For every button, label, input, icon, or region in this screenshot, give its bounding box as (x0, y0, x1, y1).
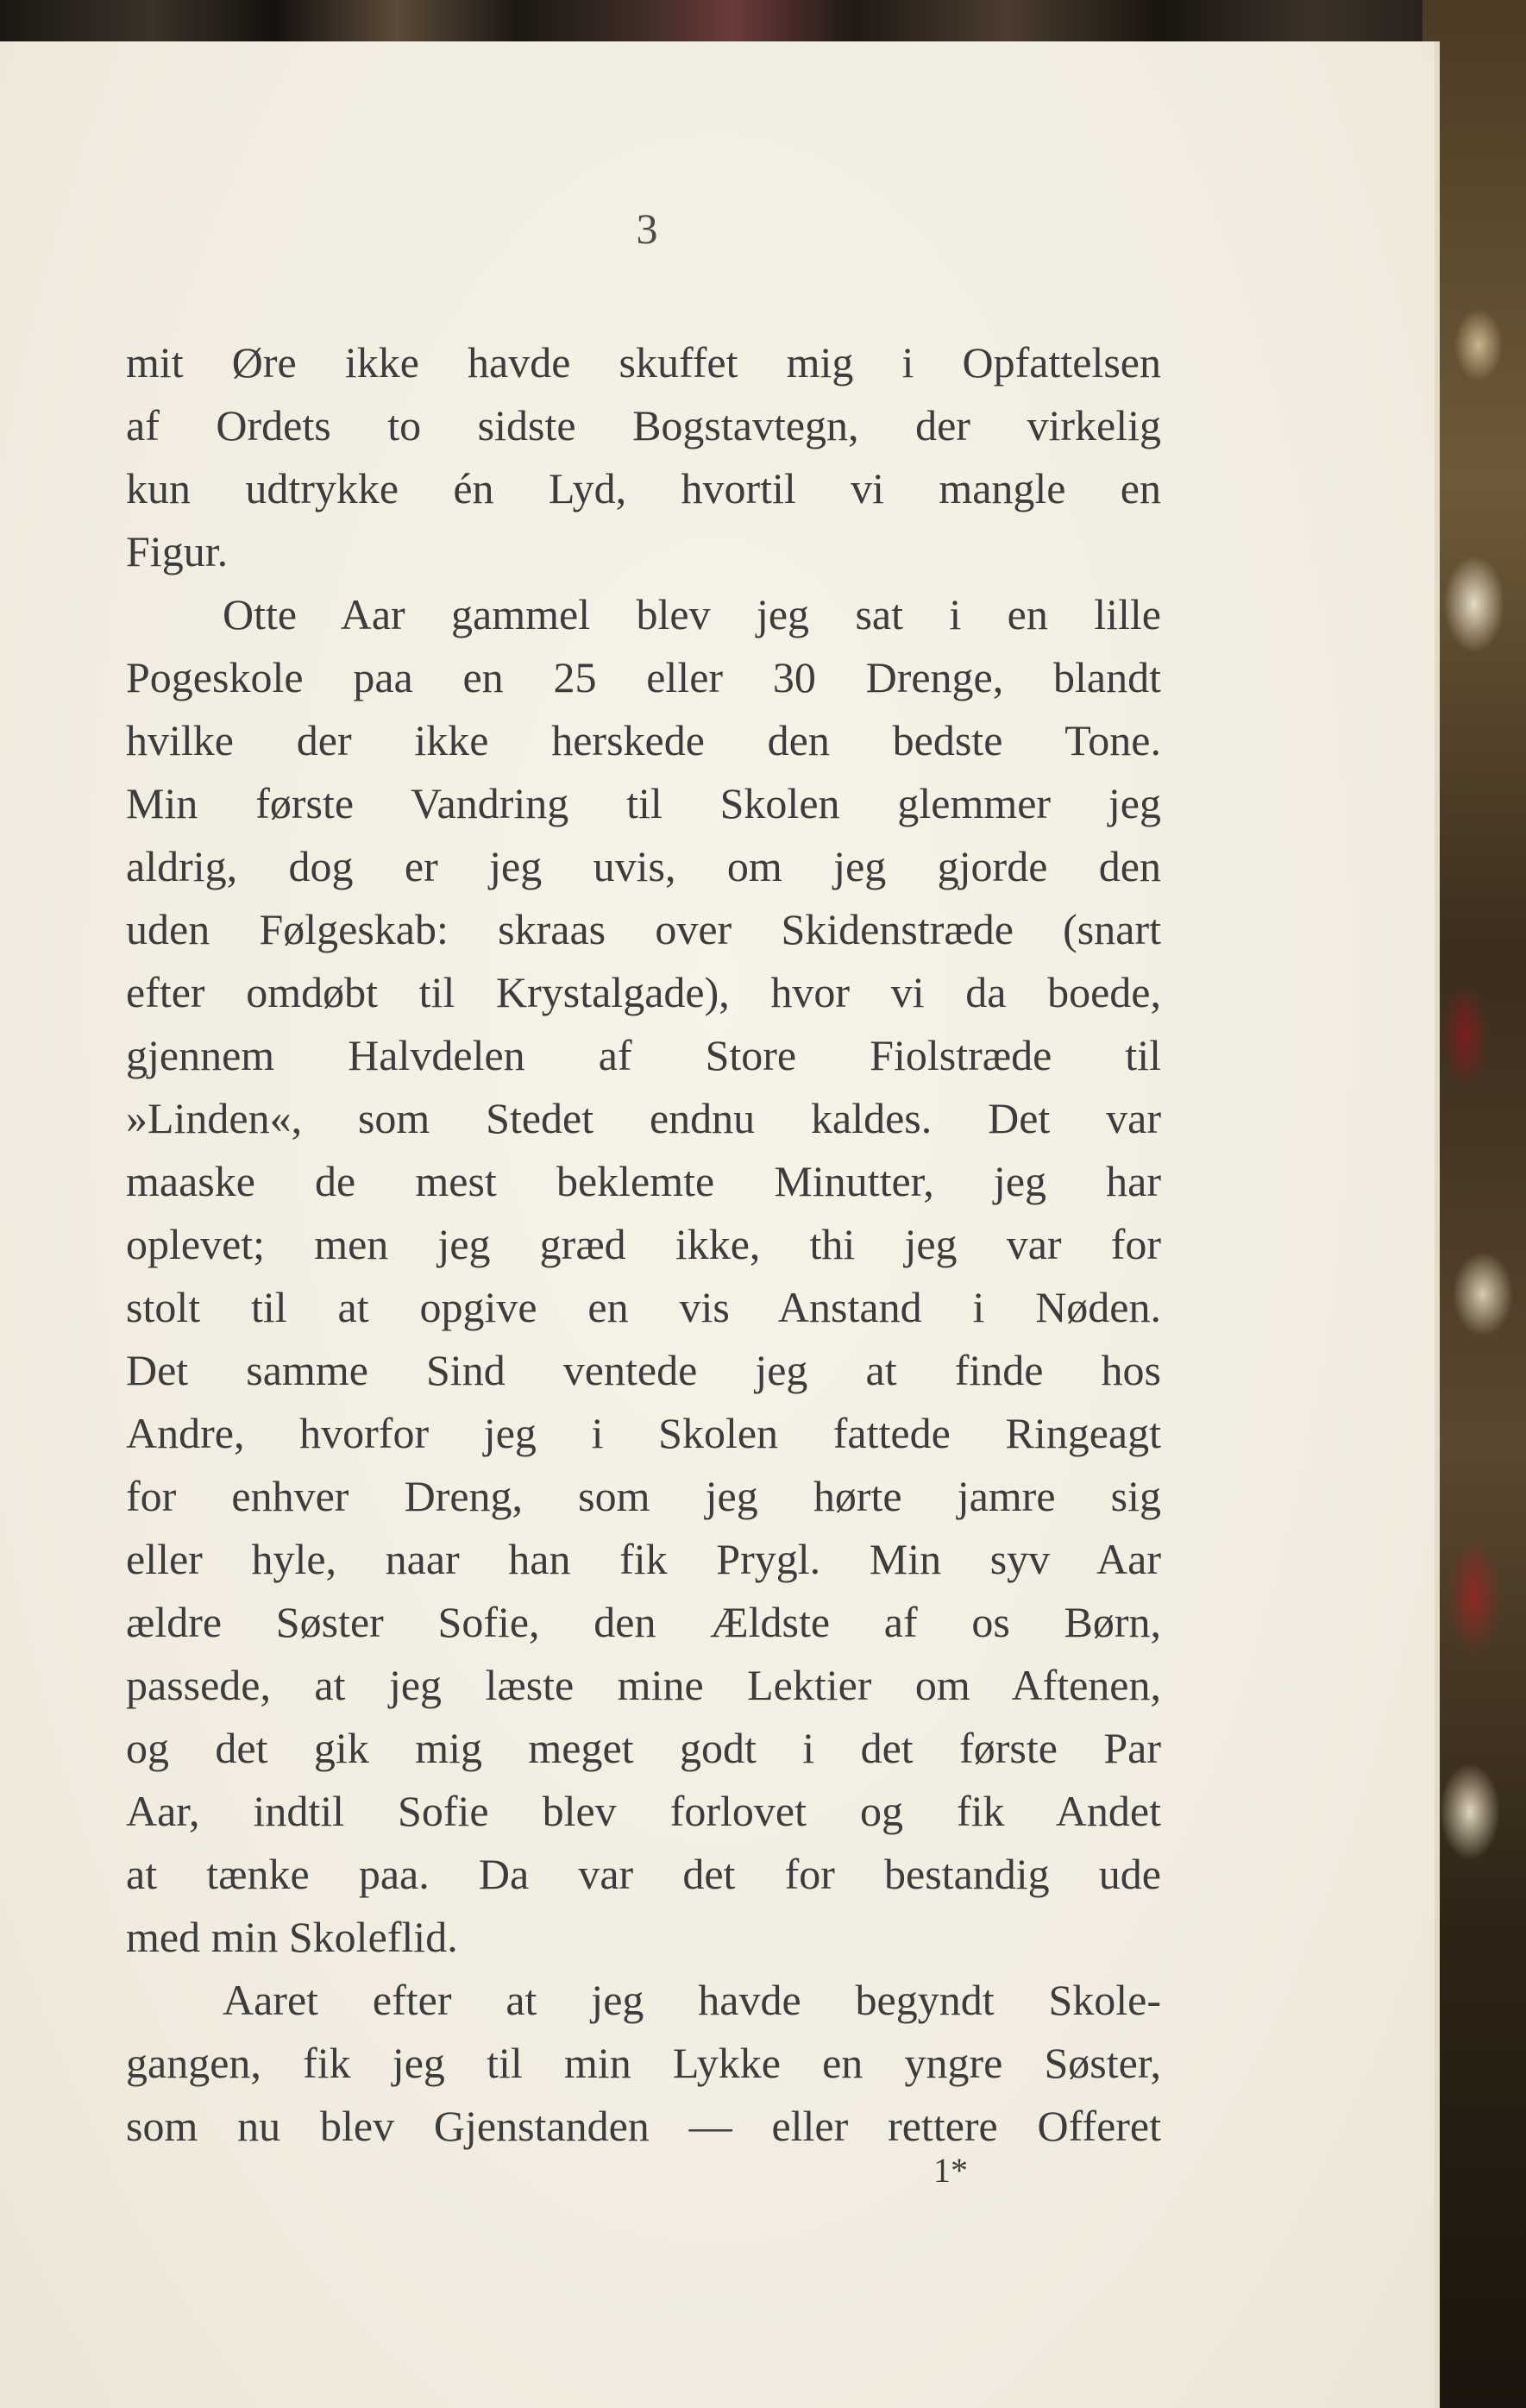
text-line: uden Følgeskab: skraas over Skidenstræde (snart (126, 905, 1161, 953)
body-text (126, 331, 1161, 2158)
text-line: Det samme Sind ventede jeg at finde hos (126, 1346, 1161, 1394)
text-line: Aaret efter at jeg havde begyndt Skole- (223, 1976, 1161, 2024)
text-line: for enhver Dreng, som jeg hørte jamre sig (126, 1472, 1161, 1520)
text-line: gangen, fik jeg til min Lykke en yngre Søster, (126, 2039, 1161, 2087)
text-line: hvilke der ikke herskede den bedste Tone. (126, 716, 1161, 764)
text-line: og det gik mig meget godt i det første Par (126, 1724, 1161, 1772)
text-line: gjennem Halvdelen af Store Fiolstræde til (126, 1031, 1161, 1079)
marbled-endpaper-top (0, 0, 1526, 41)
text-line: »Linden«, som Stedet endnu kaldes. Det var (126, 1094, 1161, 1142)
text-line: stolt til at opgive en vis Anstand i Nøden. (126, 1283, 1161, 1331)
text-line: at tænke paa. Da var det for bestandig ude (126, 1850, 1161, 1898)
text-line: Pogeskole paa en 25 eller 30 Drenge, blandt (126, 653, 1161, 701)
text-line: mit Øre ikke havde skuffet mig i Opfattelsen (126, 338, 1161, 387)
text-line: efter omdøbt til Krystalgade), hvor vi da boede, (126, 968, 1161, 1016)
text-line: kun udtrykke én Lyd, hvortil vi mangle en (126, 464, 1161, 512)
text-line: Andre, hvorfor jeg i Skolen fattede Ringeagt (126, 1409, 1161, 1457)
text-line: Otte Aar gammel blev jeg sat i en lille (223, 590, 1161, 638)
book-page (0, 41, 1440, 2408)
text-line: aldrig, dog er jeg uvis, om jeg gjorde den (126, 842, 1161, 890)
text-line: oplevet; men jeg græd ikke, thi jeg var for (126, 1220, 1161, 1268)
page-number: 3 (636, 204, 658, 253)
text-line: af Ordets to sidste Bogstavtegn, der virkelig (126, 401, 1161, 450)
signature-mark: 1* (933, 2151, 968, 2190)
text-line: som nu blev Gjenstanden — eller rettere Offeret (126, 2102, 1161, 2150)
text-line: med min Skoleflid. (126, 1913, 458, 1961)
text-line: Figur. (126, 527, 229, 575)
text-line: Aar, indtil Sofie blev forlovet og fik Andet (126, 1787, 1161, 1835)
text-line: ældre Søster Sofie, den Ældste af os Børn, (126, 1598, 1161, 1646)
text-line: passede, at jeg læste mine Lektier om Aftenen, (126, 1661, 1161, 1709)
text-line: eller hyle, naar han fik Prygl. Min syv Aar (126, 1535, 1161, 1583)
text-line: Min første Vandring til Skolen glemmer jeg (126, 779, 1161, 827)
text-line: maaske de mest beklemte Minutter, jeg har (126, 1157, 1161, 1205)
